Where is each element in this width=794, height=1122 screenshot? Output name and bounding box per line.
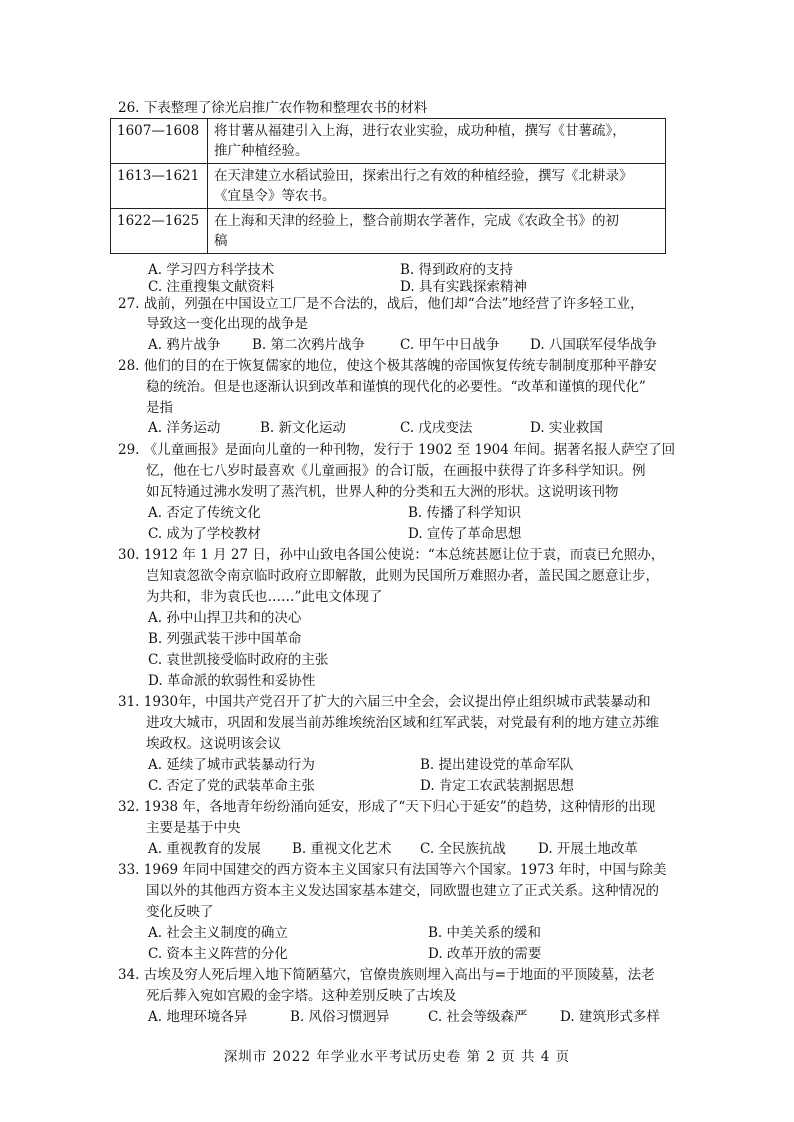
q31-line: 进攻大城市，巩固和发展当前苏维埃统治区域和红军武装，对党最有利的地方建立苏维 xyxy=(146,715,659,731)
q33-option-b: B. 中美关系的缓和 xyxy=(428,925,542,941)
q26-stem: 26. 下表整理了徐光启推广农作物和整理农书的材料 xyxy=(118,100,428,116)
q34-option-a: A. 地理环境各异 xyxy=(148,1009,248,1025)
q27-option-c: C. 甲午中日战争 xyxy=(400,337,500,353)
q30-option-c: C. 袁世凯接受临时政府的主张 xyxy=(148,652,329,668)
year-cell: 1622—1625 xyxy=(111,209,208,254)
q31-line: 埃政权。这说明该会议 xyxy=(146,736,281,752)
year-cell: 1613—1621 xyxy=(111,164,208,209)
table-row xyxy=(111,209,666,254)
q31-line: 31. 1930年，中国共产党召开了扩大的六届三中全会，会议提出停止组织城市武装暴动和 xyxy=(118,694,651,710)
q29-option-c: C. 成为了学校教材 xyxy=(148,526,261,542)
q27-line: 27. 战前，列强在中国设立工厂是不合法的，战后，他们却“合法”地经营了许多轻工业， xyxy=(118,296,644,312)
q31-option-d: D. 肯定工农武装割据思想 xyxy=(420,778,574,794)
content-cell xyxy=(208,119,666,164)
q34-option-b: B. 风俗习惯迥异 xyxy=(290,1009,390,1025)
q30-option-a: A. 孙中山捍卫共和的决心 xyxy=(148,610,302,626)
q28-option-b: B. 新文化运动 xyxy=(260,420,347,436)
q33-line: 国以外的其他西方资本主义发达国家基本建交，同欧盟也建立了正式关系。这种情况的 xyxy=(146,883,659,899)
q34-option-c: C. 社会等级森严 xyxy=(428,1009,528,1025)
q27-option-b: B. 第二次鸦片战争 xyxy=(252,337,366,353)
q29-option-a: A. 否定了传统文化 xyxy=(148,505,261,521)
content-cell xyxy=(208,164,666,209)
q32-option-a: A. 重视教育的发展 xyxy=(148,841,261,857)
q32-option-d: D. 开展土地改革 xyxy=(538,841,638,857)
q28-option-d: D. 实业救国 xyxy=(530,420,603,436)
page-footer: 深圳市 2022 年学业水平考试历史卷 第 2 页 共 4 页 xyxy=(223,1049,571,1065)
q33-option-d: D. 改革开放的需要 xyxy=(428,946,542,962)
q29-line: 如瓦特通过沸水发明了蒸汽机，世界人种的分类和五大洲的形状。这说明该刊物 xyxy=(146,484,619,500)
q34-option-d: D. 建筑形式多样 xyxy=(560,1009,660,1025)
q30-option-d: D. 革命派的软弱性和妥协性 xyxy=(148,673,316,689)
q30-line: 为共和，非为袁氏也……”此电文体现了 xyxy=(146,589,383,605)
q29-option-b: B. 传播了科学知识 xyxy=(408,505,522,521)
content-line: 将甘薯从福建引入上海，进行农业实验，成功种植，撰写《甘薯疏》， xyxy=(214,123,626,139)
content-line: 在上海和天津的经验上，整合前期农学著作，完成《农政全书》的初 xyxy=(214,213,619,229)
content-cell xyxy=(208,209,666,254)
q29-option-d: D. 宣传了革命思想 xyxy=(408,526,522,542)
year-cell: 1607—1608 xyxy=(111,119,208,164)
table-row xyxy=(111,164,666,209)
q28-option-a: A. 洋务运动 xyxy=(148,420,221,436)
q30-line: 岂知袁忽欲令南京临时政府立即解散，此则为民国所万难照办者，盖民国之愿意让步， xyxy=(146,568,659,584)
q30-line: 30. 1912 年 1 月 27 日，孙中山致电各国公使说：“本总统甚愿让位于袁，而袁已允照办， xyxy=(118,547,665,563)
q26-option-d: D. 具有实践探索精神 xyxy=(400,279,527,295)
q33-line: 33. 1969 年同中国建交的西方资本主义国家只有法国等六个国家。1973 年时，中国与除美 xyxy=(118,862,667,878)
q30-option-b: B. 列强武装干涉中国革命 xyxy=(148,631,302,647)
content-line: 稿 xyxy=(214,233,228,249)
q34-line: 死后葬入宛如宫殿的金字塔。这种差别反映了古埃及 xyxy=(146,988,457,1004)
q32-option-b: B. 重视文化艺术 xyxy=(292,841,392,857)
q31-option-b: B. 提出建设党的革命军队 xyxy=(420,757,574,773)
q26-option-a: A. 学习四方科学技术 xyxy=(148,262,275,278)
q26-option-b: B. 得到政府的支持 xyxy=(400,262,514,278)
content-line: 《宜垦令》等农书。 xyxy=(214,188,336,204)
q27-option-d: D. 八国联军侵华战争 xyxy=(530,337,657,353)
q27-option-a: A. 鸦片战争 xyxy=(148,337,221,353)
q29-line: 忆，他在七八岁时最喜欢《儿童画报》的合订版，在画报中获得了许多科学知识。例 xyxy=(146,463,646,479)
content-line: 在天津建立水稻试验田，探索出行之有效的种植经验，撰写《北耕录》 xyxy=(214,168,633,184)
table-row xyxy=(111,119,666,164)
q32-option-c: C. 全民族抗战 xyxy=(420,841,506,857)
q28-option-c: C. 戊戌变法 xyxy=(400,420,473,436)
q27-line: 导致这一变化出现的战争是 xyxy=(146,316,308,332)
q28-line: 稳的统治。但是也逐渐认识到改革和谨慎的现代化的必要性。“改革和谨慎的现代化” xyxy=(146,379,646,395)
q28-line: 28. 他们的目的在于恢复儒家的地位，使这个极其落魄的帝国恢复传统专制制度那种平静安 xyxy=(118,358,657,374)
q31-option-a: A. 延续了城市武装暴动行为 xyxy=(148,757,315,773)
q29-line: 29. 《儿童画报》是面向儿童的一种刊物，发行于 1902 至 1904 年间。据著名报人萨空了回 xyxy=(118,442,676,458)
q26-table xyxy=(110,118,666,254)
q33-option-c: C. 资本主义阵营的分化 xyxy=(148,946,288,962)
q26-option-c: C. 注重搜集文献资料 xyxy=(148,279,275,295)
q34-line: 34. 古埃及穷人死后埋入地下简陋墓穴，官僚贵族则埋入高出与=于地面的平顶陵墓，法老 xyxy=(118,967,655,983)
q31-option-c: C. 否定了党的武装革命主张 xyxy=(148,778,315,794)
q33-option-a: A. 社会主义制度的确立 xyxy=(148,925,288,941)
q33-line: 变化反映了 xyxy=(146,904,214,920)
content-line: 推广种植经验。 xyxy=(214,143,309,159)
q28-line: 是指 xyxy=(146,400,173,416)
q32-line: 主要是基于中央 xyxy=(146,820,241,836)
q32-line: 32. 1938 年，各地青年纷纷涌向延安，形成了“天下归心于延安”的趋势，这种情形的出现 xyxy=(118,799,656,815)
